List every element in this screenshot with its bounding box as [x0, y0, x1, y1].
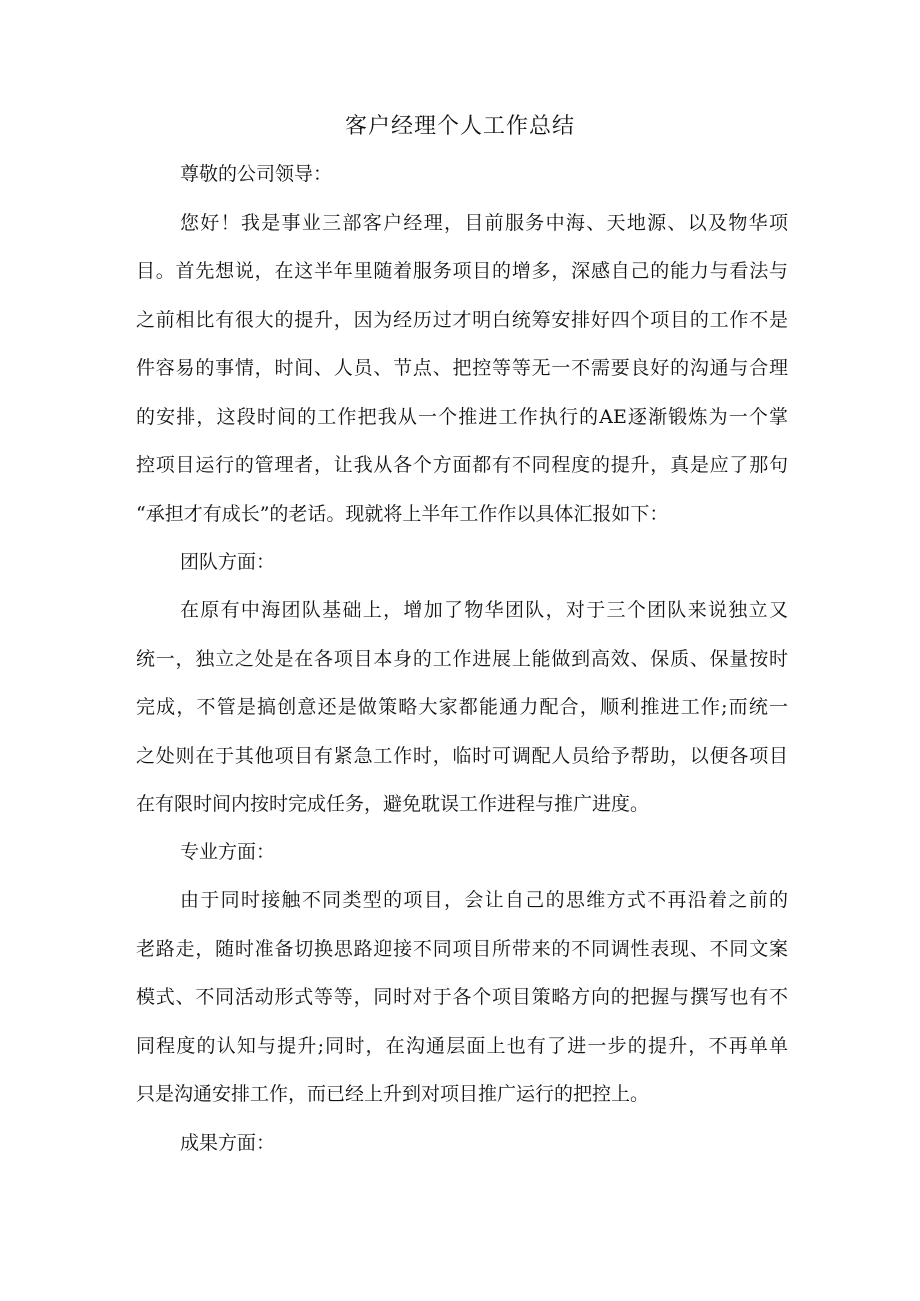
professional-line: 由于同时接触不同类型的项目，会让自己的思维方式不再沿着之前的	[180, 889, 788, 911]
salutation: 尊敬的公司领导：	[180, 163, 333, 185]
intro-line: 控项目运行的管理者，让我从各个方面都有不同程度的提升，真是应了那句	[136, 454, 788, 476]
intro-line: 您好！我是事业三部客户经理，目前服务中海、天地源、以及物华项	[180, 212, 788, 234]
intro-line: 件容易的事情，时间、人员、节点、把控等等无一不需要良好的沟通与合理	[136, 357, 788, 379]
document-title: 客户经理个人工作总结	[344, 114, 575, 139]
team-line: 之处则在于其他项目有紧急工作时，临时可调配人员给予帮助，以便各项目	[136, 745, 788, 767]
team-line-last: 在有限时间内按时完成任务，避免耽误工作进程与推广进度。	[136, 793, 650, 815]
intro-line: 之前相比有很大的提升，因为经历过才明白统筹安排好四个项目的工作不是	[136, 309, 788, 331]
professional-line: 模式、不同活动形式等等，同时对于各个项目策略方向的把握与撰写也有不	[136, 986, 788, 1008]
results-heading: 成果方面：	[180, 1132, 276, 1154]
intro-line: 的安排，这段时间的工作把我从一个推进工作执行的AE逐渐锻炼为一个掌	[136, 406, 788, 428]
professional-line: 老路走，随时准备切换思路迎接不同项目所带来的不同调性表现、不同文案	[136, 938, 788, 960]
professional-heading: 专业方面：	[180, 841, 276, 863]
team-line: 完成，不管是搞创意还是做策略大家都能通力配合，顺利推进工作;而统一	[136, 696, 788, 718]
professional-line: 同程度的认知与提升;同时，在沟通层面上也有了进一步的提升，不再单单	[136, 1035, 788, 1057]
team-heading: 团队方面：	[180, 551, 276, 573]
team-line: 统一，独立之处是在各项目本身的工作进展上能做到高效、保质、保量按时	[136, 648, 788, 670]
team-line: 在原有中海团队基础上，增加了物华团队，对于三个团队来说独立又	[180, 599, 788, 621]
intro-line-last: “承担才有成长”的老话。现就将上半年工作作以具体汇报如下：	[136, 503, 669, 525]
professional-line-last: 只是沟通安排工作，而已经上升到对项目推广运行的把控上。	[136, 1083, 650, 1105]
intro-line: 目。首先想说，在这半年里随着服务项目的增多，深感自己的能力与看法与	[136, 260, 788, 282]
